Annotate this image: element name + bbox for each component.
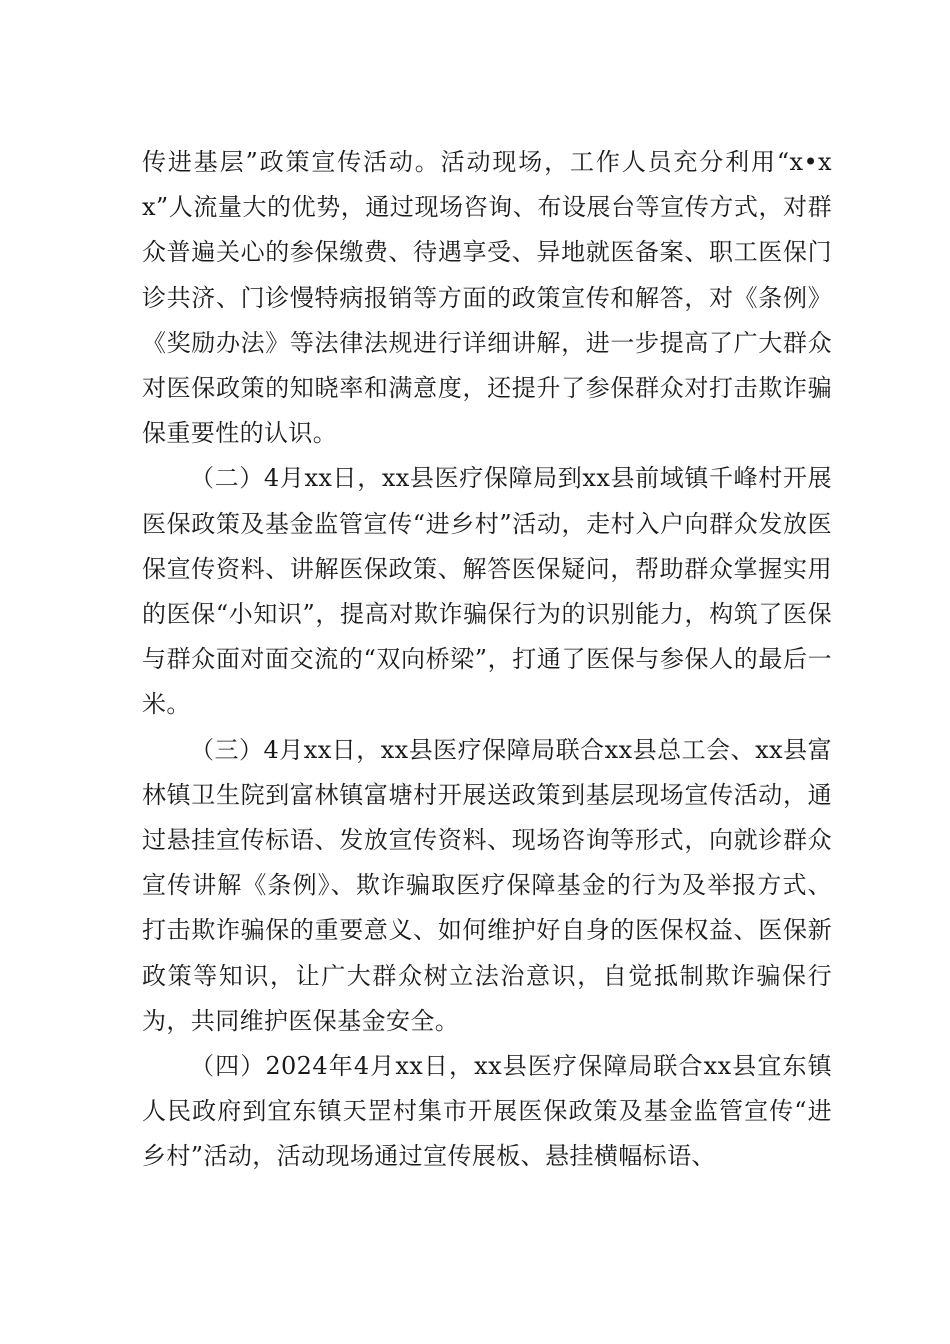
document-body (142, 140, 832, 1180)
paragraph-3: （三）4月xx日，xx县医疗保障局联合xx县总工会、xx县富林镇卫生院到富林镇富塘村开展送政策到基层现场宣传活动，通过悬挂宣传标语、发放宣传资料、现场咨询等形式，向就诊群众宣传讲解《条例》、欺诈骗取医疗保障基金的行为及举报方式、打击欺诈骗保的重要意义、如何维护好自身的医保权益、医保新政策等知识，让广大群众树立法治意识，自觉抵制欺诈骗保行为，共同维护医保基金安全。 (142, 735, 832, 1035)
paragraph-4: （四）2024年4月xx日，xx县医疗保障局联合xx县宜东镇人民政府到宜东镇天罡村集市开展医保政策及基金监管宣传“进乡村”活动，活动现场通过宣传展板、悬挂横幅标语、 (142, 1052, 832, 1171)
paragraph-1: 传进基层”政策宣传活动。活动现场，工作人员充分利用“x•xx”人流量大的优势，通过现场咨询、布设展台等宣传方式，对群众普遍关心的参保缴费、待遇享受、异地就医备案、职工医保门诊共济、门诊慢特病报销等方面的政策宣传和解答，对《条例》《奖励办法》等法律法规进行详细讲解，进一步提高了广大群众对医保政策的知晓率和满意度，还提升了参保群众对打击欺诈骗保重要性的认识。 (142, 148, 832, 448)
paragraph-2: （二）4月xx日，xx县医疗保障局到xx县前域镇千峰村开展医保政策及基金监管宣传“进乡村”活动，走村入户向群众发放医保宣传资料、讲解医保政策、解答医保疑问，帮助群众掌握实用的医保“小知识”，提高对欺诈骗保行为的识别能力，构筑了医保与群众面对面交流的“双向桥梁”，打通了医保与参保人的最后一米。 (142, 464, 832, 719)
